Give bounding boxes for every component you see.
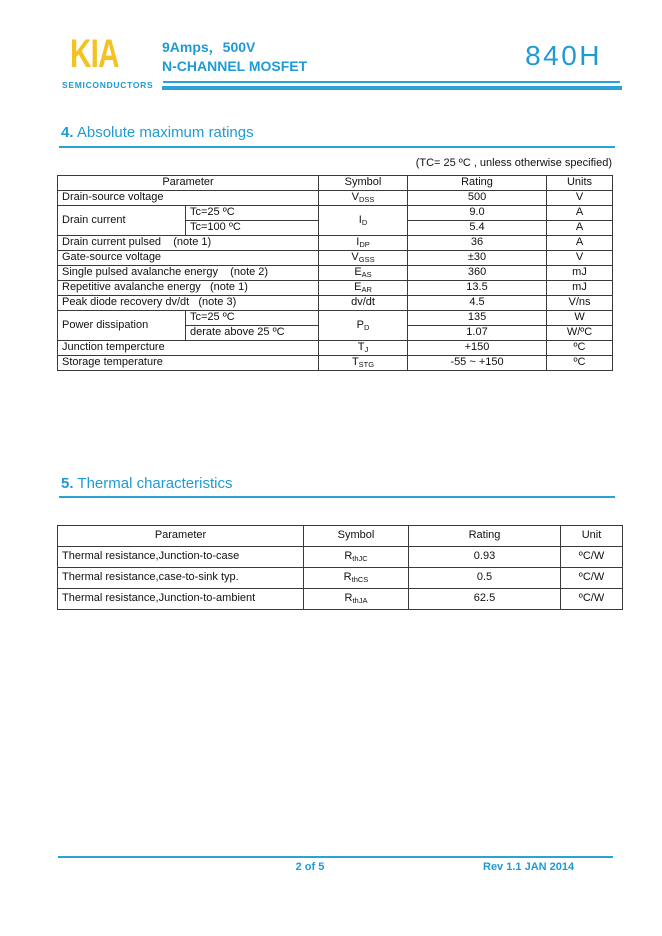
- table-row: [58, 296, 613, 311]
- symbol-sub: STG: [358, 360, 375, 370]
- unit-cell: mJ: [547, 266, 613, 281]
- param-cell: Gate-source voltage: [58, 251, 319, 266]
- table-row: [58, 281, 613, 296]
- rating-cell: 4.5: [408, 296, 547, 311]
- condition-cell: Tc=25 ºC: [186, 206, 319, 221]
- param-cell: Single pulsed avalanche energy (note 2): [58, 266, 319, 281]
- rating-cell: 360: [408, 266, 547, 281]
- symbol-cell: [304, 568, 409, 589]
- thermal-characteristics-table: [57, 525, 623, 610]
- symbol-base: I: [358, 213, 362, 226]
- unit-cell: A: [547, 236, 613, 251]
- param-cell: Power dissipation: [58, 311, 186, 341]
- param-cell: Drain current: [58, 206, 186, 236]
- symbol-base: P: [356, 318, 364, 331]
- col-header-rating: Rating: [409, 526, 561, 547]
- symbol-cell: [319, 311, 408, 341]
- symbol-cell: [319, 356, 408, 371]
- col-header-units: Units: [547, 176, 613, 191]
- param-cell: Repetitive avalanche energy (note 1): [58, 281, 319, 296]
- header-rule-thin: [163, 81, 620, 83]
- param-cell: Thermal resistance,Junction-to-case: [58, 547, 304, 568]
- brand-logo-subtext: SEMICONDUCTORS: [62, 80, 154, 90]
- product-type-line: N-CHANNEL MOSFET: [162, 58, 308, 74]
- unit-cell: A: [547, 206, 613, 221]
- table-row: [58, 191, 613, 206]
- rating-cell: 0.5: [409, 568, 561, 589]
- symbol-sub: AR: [361, 285, 372, 295]
- symbol-sub: GSS: [358, 255, 375, 265]
- product-subtitle: [162, 38, 307, 76]
- col-header-unit: Unit: [561, 526, 623, 547]
- unit-cell: V/ns: [547, 296, 613, 311]
- symbol-base: R: [344, 550, 353, 563]
- col-header-parameter: Parameter: [58, 176, 319, 191]
- table-row: [58, 568, 623, 589]
- col-header-symbol: Symbol: [319, 176, 408, 191]
- symbol-base: R: [343, 571, 352, 584]
- rating-cell: 9.0: [408, 206, 547, 221]
- symbol-base: T: [351, 356, 359, 369]
- col-header-parameter: Parameter: [58, 526, 304, 547]
- param-cell: Peak diode recovery dv/dt (note 3): [58, 296, 319, 311]
- symbol-cell: [304, 547, 409, 568]
- rating-cell: 0.93: [409, 547, 561, 568]
- unit-cell: V: [547, 251, 613, 266]
- rating-cell: 62.5: [409, 589, 561, 610]
- table-row: [58, 251, 613, 266]
- symbol-base: V: [351, 251, 359, 264]
- product-spec-line: 9Amps，500V: [162, 39, 256, 55]
- section4-underline: [59, 146, 615, 148]
- rating-cell: ±30: [408, 251, 547, 266]
- section4-number: 4.: [61, 124, 74, 141]
- symbol-cell: [319, 206, 408, 236]
- symbol-base: E: [354, 281, 362, 294]
- symbol-sub: thJA: [352, 596, 368, 606]
- rating-cell: 13.5: [408, 281, 547, 296]
- symbol-base: dv/dt: [351, 296, 375, 309]
- symbol-base: R: [344, 592, 353, 605]
- unit-cell: A: [547, 221, 613, 236]
- symbol-sub: D: [363, 322, 370, 332]
- unit-cell: ºC: [547, 356, 613, 371]
- symbol-sub: AS: [361, 270, 372, 280]
- brand-logo: KIA: [70, 32, 119, 76]
- unit-cell: ºC: [547, 341, 613, 356]
- table-row: [58, 356, 613, 371]
- table-row: [58, 236, 613, 251]
- unit-cell: ºC/W: [561, 568, 623, 589]
- param-cell: Thermal resistance,case-to-sink typ.: [58, 568, 304, 589]
- symbol-sub: thCS: [351, 575, 369, 585]
- table-row: [58, 547, 623, 568]
- unit-cell: mJ: [547, 281, 613, 296]
- table-row: [58, 206, 613, 221]
- symbol-cell: [304, 589, 409, 610]
- unit-cell: ºC/W: [561, 547, 623, 568]
- rating-cell: +150: [408, 341, 547, 356]
- unit-cell: W: [547, 311, 613, 326]
- param-cell: Junction tempercture: [58, 341, 319, 356]
- symbol-sub: thJC: [352, 554, 368, 564]
- table-header-row: [58, 176, 613, 191]
- symbol-base: E: [354, 266, 362, 279]
- section4-title-text: Absolute maximum ratings: [73, 124, 254, 141]
- unit-cell: W/ºC: [547, 326, 613, 341]
- condition-cell: Tc=25 ºC: [186, 311, 319, 326]
- rating-cell: 36: [408, 236, 547, 251]
- col-header-symbol: Symbol: [304, 526, 409, 547]
- rating-cell: 1.07: [408, 326, 547, 341]
- param-cell: Storage temperature: [58, 356, 319, 371]
- symbol-cell: [319, 281, 408, 296]
- param-cell: Drain-source voltage: [58, 191, 319, 206]
- symbol-cell: [319, 236, 408, 251]
- table-row: [58, 589, 623, 610]
- section5-title: [61, 475, 232, 492]
- param-cell: Drain current pulsed (note 1): [58, 236, 319, 251]
- param-cell: Thermal resistance,Junction-to-ambient: [58, 589, 304, 610]
- table-row: [58, 311, 613, 326]
- symbol-base: V: [351, 191, 359, 204]
- section5-underline: [59, 496, 615, 498]
- revision-label: Rev 1.1 JAN 2014: [483, 861, 575, 873]
- symbol-cell: [319, 191, 408, 206]
- section5-title-text: Thermal characteristics: [73, 475, 233, 492]
- part-number: 840H: [525, 40, 602, 71]
- condition-cell: Tc=100 ºC: [186, 221, 319, 236]
- symbol-sub: D: [361, 217, 368, 227]
- table-header-row: [58, 526, 623, 547]
- unit-cell: V: [547, 191, 613, 206]
- absolute-max-ratings-table: [57, 175, 613, 371]
- page-number: 2 of 5: [295, 861, 325, 873]
- symbol-sub: J: [364, 345, 369, 355]
- table-row: [58, 341, 613, 356]
- test-condition-note: (TC= 25 ºC , unless otherwise specified): [415, 157, 612, 169]
- symbol-base: T: [357, 341, 365, 354]
- col-header-rating: Rating: [408, 176, 547, 191]
- section5-number: 5.: [61, 475, 74, 492]
- symbol-cell: [319, 251, 408, 266]
- symbol-sub: DP: [359, 240, 370, 250]
- header-rule-thick: [162, 86, 622, 90]
- condition-cell: derate above 25 ºC: [186, 326, 319, 341]
- unit-cell: ºC/W: [561, 589, 623, 610]
- footer-rule: [58, 856, 613, 858]
- section4-title: [61, 124, 254, 141]
- symbol-base: I: [356, 236, 360, 249]
- table-row: [58, 266, 613, 281]
- rating-cell: 135: [408, 311, 547, 326]
- rating-cell: -55 ~ +150: [408, 356, 547, 371]
- symbol-sub: DSS: [358, 195, 375, 205]
- rating-cell: 500: [408, 191, 547, 206]
- symbol-cell: [319, 266, 408, 281]
- rating-cell: 5.4: [408, 221, 547, 236]
- symbol-cell: [319, 296, 408, 311]
- symbol-cell: [319, 341, 408, 356]
